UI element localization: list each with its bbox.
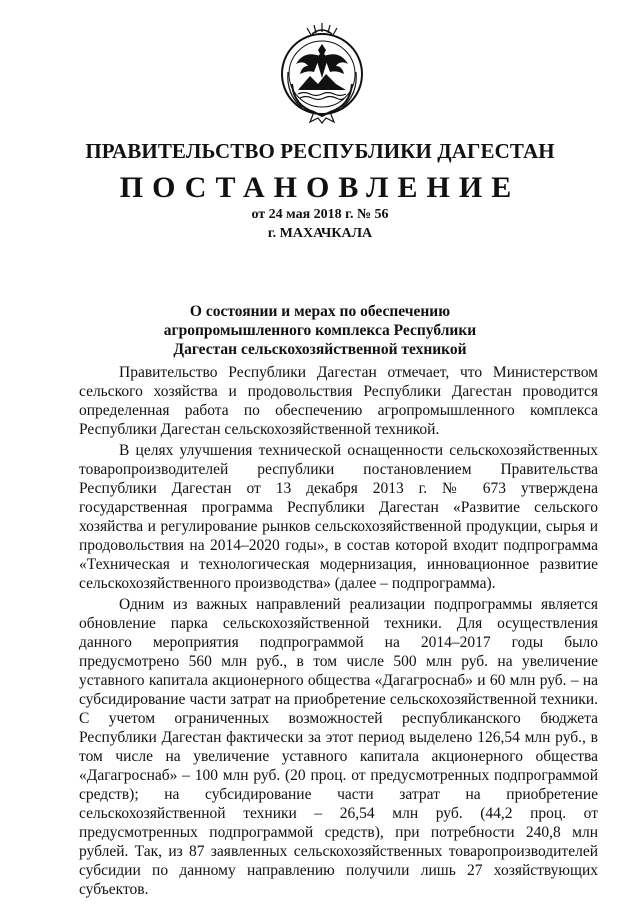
subject-line: О состоянии и мерах по обеспечению	[189, 303, 451, 320]
subject-line: агропромышленного комплекса Республики	[163, 322, 477, 339]
government-name: ПРАВИТЕЛЬСТВО РЕСПУБЛИКИ ДАГЕСТАН	[85, 139, 555, 163]
document-subject	[0, 302, 640, 359]
body-paragraph: Одним из важных направлений реализации подпрограммы является обновление парка сельскохозяйственной техники. Для осуществления данного мероприятия подпрограммой на 2014–2017 годы было предусмотрено 560 млн руб., в том числе 500 млн руб. на увеличение уставного капитала акционерного общества «Дагагроснаб» и 60 млн руб. – на субсидирование части затрат на приобретение сельскохозяйственной техники. С учетом ограниченных возможностей республиканского бюджета Республики Дагестан фактически за этот период выделено 126,54 млн руб., в том числе на увеличение уставного капитала акционерного общества «Дагагроснаб» – 100 млн руб. (20 проц. от предусмотренных подпрограммой средств); на субсидирование части затрат на приобретение сельскохозяйственной техники – 26,54 млн руб. (44,2 проц. от предусмотренных подпрограммой средств), при потребности 240,8 млн рублей. Так, из 87 заявленных сельскохозяйственных товаропроизводителей субсидии по данному направлению получили лишь 27 хозяйствующих субъектов.	[79, 596, 598, 898]
document-body	[79, 363, 598, 901]
document-city: г. МАХАЧКАЛА	[267, 226, 373, 241]
document-type: ПОСТАНОВЛЕНИЕ	[119, 171, 521, 204]
subject-line: Дагестан сельскохозяйственной техникой	[173, 341, 467, 358]
body-paragraph: В целях улучшения технической оснащенности сельскохозяйственных товаропроизводителей республики постановлением Правительства Республики Дагестан от 13 декабря 2013 г. № 673 утверждена государственная программа Республики Дагестан «Развитие сельского хозяйства и регулирование рынков сельскохозяйственной продукции, сырья и продовольствия на 2014–2020 годы», в состав которой входит подпрограмма «Техническая и технологическая модернизация, инновационное развитие сельскохозяйственного производства» (далее – подпрограмма).	[79, 442, 598, 592]
document-date-number: от 24 мая 2018 г. № 56	[251, 207, 389, 222]
dagestan-coat-of-arms-icon	[274, 20, 370, 124]
body-paragraph: Правительство Республики Дагестан отмечает, что Министерством сельского хозяйства и продовольствия Республики Дагестан проводится определенная работа по обеспечению агропромышленного комплекса Республики Дагестан сельскохозяйственной техникой.	[79, 364, 598, 438]
